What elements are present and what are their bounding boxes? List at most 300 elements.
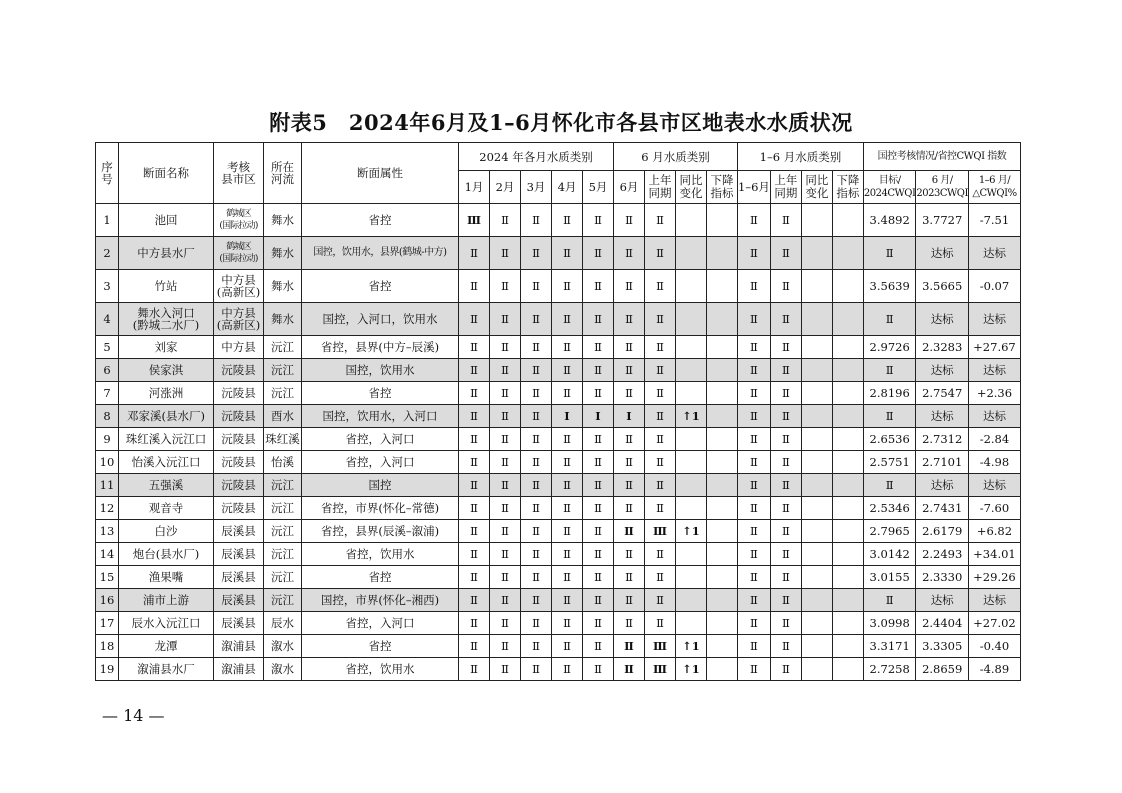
header-h1-yoy: 同比 变化 [801,171,832,204]
cell-m2: Ⅱ [490,237,521,270]
cell-h1-down [832,359,863,382]
cell-river: 沅江 [264,336,302,359]
cell-target: Ⅱ [863,589,916,612]
cell-h1-yoy [801,237,832,270]
cell-m5: Ⅱ [583,303,614,336]
cell-river: 酉水 [264,405,302,428]
cell-jun-down [707,589,738,612]
cell-jun-down [707,428,738,451]
cell-jun-yoy: ↑1 [676,635,707,658]
cell-county: 鹤城区 (国际拉动) [214,204,264,237]
cell-h1-down [832,543,863,566]
header-county-text: 考核 县市区 [221,160,256,186]
cell-h1-prev: Ⅱ [770,237,801,270]
header-june-group: 6 月水质类别 [614,143,738,171]
cell-m5: Ⅱ [583,382,614,405]
cell-jun-yoy [676,204,707,237]
cell-h1: Ⅱ [738,589,771,612]
cell-river: 沅江 [264,543,302,566]
cell-county: 沅陵县 [214,474,264,497]
cell-h1-down [832,303,863,336]
cell-seq: 10 [96,451,119,474]
cell-h1-prev: Ⅱ [770,566,801,589]
cell-target: 3.0155 [863,566,916,589]
cell-target: 2.6536 [863,428,916,451]
cell-target: Ⅱ [863,359,916,382]
cell-h1-down [832,474,863,497]
cell-attr: 省控 [302,566,459,589]
cell-county: 中方县 [214,336,264,359]
header-county [214,143,264,204]
cell-jun-yoy [676,566,707,589]
table-row [96,474,1021,497]
header-jun: 6月 [614,171,645,204]
cell-seq: 19 [96,658,119,681]
cell-jun: Ⅱ [614,303,645,336]
cell-m5: Ⅱ [583,451,614,474]
cell-cwqi: 2.4404 [916,612,969,635]
cell-county: 溆浦县 [214,658,264,681]
table-row [96,520,1021,543]
cell-m2: Ⅱ [490,635,521,658]
cell-m1: Ⅱ [459,270,490,303]
cell-h1-prev: Ⅱ [770,303,801,336]
cell-name: 白沙 [119,520,214,543]
cell-seq: 2 [96,237,119,270]
table-row [96,405,1021,428]
cell-m1: Ⅱ [459,658,490,681]
table-row [96,382,1021,405]
cell-delta: 达标 [968,237,1020,270]
cell-m4: Ⅱ [552,270,583,303]
cell-delta: -0.40 [968,635,1020,658]
cell-h1-yoy [801,303,832,336]
cell-jun: Ⅰ [614,405,645,428]
cell-h1: Ⅱ [738,566,771,589]
cell-target: 3.3171 [863,635,916,658]
cell-target: Ⅱ [863,474,916,497]
cell-jun-prev: Ⅱ [645,428,676,451]
table-row [96,566,1021,589]
table-row [96,303,1021,336]
cell-name: 河涨洲 [119,382,214,405]
cell-cwqi: 3.5665 [916,270,969,303]
cell-name: 邓家溪(县水厂) [119,405,214,428]
table-row [96,270,1021,303]
cell-h1-down [832,635,863,658]
cell-m3: Ⅱ [521,543,552,566]
cell-river: 舞水 [264,237,302,270]
cell-h1-prev: Ⅱ [770,382,801,405]
cell-h1-prev: Ⅱ [770,405,801,428]
cell-h1: Ⅱ [738,451,771,474]
cell-h1-down [832,382,863,405]
cell-attr: 省控，县界(中方–辰溪) [302,336,459,359]
cell-jun-prev: Ⅱ [645,405,676,428]
cell-jun-down [707,543,738,566]
cell-m3: Ⅱ [521,474,552,497]
cell-jun-down [707,658,738,681]
cell-target: 2.5751 [863,451,916,474]
cell-county: 中方县 (高新区) [214,303,264,336]
cell-delta: -0.07 [968,270,1020,303]
cell-cwqi: 2.3330 [916,566,969,589]
cell-delta: 达标 [968,359,1020,382]
cell-target: Ⅱ [863,237,916,270]
cell-m1: Ⅱ [459,589,490,612]
cell-m1: Ⅱ [459,612,490,635]
cell-h1-yoy [801,589,832,612]
cell-target: 2.7258 [863,658,916,681]
cell-county: 辰溪县 [214,566,264,589]
cell-jun-down [707,635,738,658]
cell-m1: Ⅱ [459,497,490,520]
cell-jun-down [707,303,738,336]
cell-h1-prev: Ⅱ [770,474,801,497]
cell-attr: 省控，饮用水 [302,543,459,566]
header-m5: 5月 [583,171,614,204]
cell-jun-yoy [676,589,707,612]
cell-jun-yoy [676,270,707,303]
cell-jun-yoy [676,303,707,336]
cell-name: 辰水入沅江口 [119,612,214,635]
cell-m4: Ⅱ [552,204,583,237]
cell-attr: 省控 [302,635,459,658]
cell-m1: Ⅲ [459,204,490,237]
cell-m4: Ⅱ [552,658,583,681]
header-river [264,143,302,204]
cell-county: 沅陵县 [214,382,264,405]
cell-m1: Ⅱ [459,566,490,589]
cell-delta: +2.36 [968,382,1020,405]
cell-m1: Ⅱ [459,237,490,270]
table-row [96,658,1021,681]
cell-cwqi: 2.7547 [916,382,969,405]
cell-h1: Ⅱ [738,382,771,405]
cell-jun-down [707,612,738,635]
cell-river: 舞水 [264,270,302,303]
cell-attr: 国控，饮用水 [302,359,459,382]
cell-m1: Ⅱ [459,474,490,497]
cell-m5: Ⅰ [583,405,614,428]
cell-jun-prev: Ⅱ [645,359,676,382]
cell-m4: Ⅱ [552,612,583,635]
cell-h1: Ⅱ [738,497,771,520]
cell-m3: Ⅱ [521,566,552,589]
table-row [96,204,1021,237]
cell-h1-down [832,428,863,451]
cell-h1-yoy [801,658,832,681]
cell-m2: Ⅱ [490,543,521,566]
cell-m2: Ⅱ [490,566,521,589]
header-seq-text: 序 号 [101,160,113,186]
header-cwqi-group: 国控考核情况/省控CWQI 指数 [863,143,1020,171]
cell-county: 辰溪县 [214,543,264,566]
header-h1: 1–6月 [738,171,771,204]
cell-h1-prev: Ⅱ [770,543,801,566]
cell-jun-prev: Ⅱ [645,451,676,474]
cell-target: 2.7965 [863,520,916,543]
header-jun-cwqi: 6 月/ 2023CWQI [916,171,969,204]
cell-jun-yoy [676,237,707,270]
cell-jun: Ⅱ [614,612,645,635]
cell-m3: Ⅱ [521,658,552,681]
cell-jun-prev: Ⅱ [645,497,676,520]
cell-m5: Ⅱ [583,520,614,543]
header-m3: 3月 [521,171,552,204]
cell-seq: 8 [96,405,119,428]
cell-river: 辰水 [264,612,302,635]
cell-seq: 15 [96,566,119,589]
cell-river: 沅江 [264,382,302,405]
cell-jun-prev: Ⅱ [645,474,676,497]
cell-county: 辰溪县 [214,612,264,635]
cell-h1-yoy [801,566,832,589]
cell-name: 渔果嘴 [119,566,214,589]
cell-jun-prev: Ⅲ [645,658,676,681]
cell-h1-down [832,658,863,681]
cell-jun: Ⅱ [614,543,645,566]
cell-jun-prev: Ⅱ [645,566,676,589]
cell-attr: 省控，入河口 [302,612,459,635]
cell-m3: Ⅱ [521,336,552,359]
cell-m3: Ⅱ [521,520,552,543]
cell-jun-down [707,405,738,428]
cell-h1-down [832,451,863,474]
cell-m5: Ⅱ [583,237,614,270]
cell-h1-yoy [801,635,832,658]
cell-h1-yoy [801,270,832,303]
cell-name: 侯家淇 [119,359,214,382]
cell-jun-down [707,336,738,359]
cell-jun: Ⅱ [614,589,645,612]
cell-jun-prev: Ⅲ [645,635,676,658]
cell-m2: Ⅱ [490,359,521,382]
cell-h1-down [832,612,863,635]
cell-m1: Ⅱ [459,336,490,359]
cell-jun-down [707,451,738,474]
cell-delta: 达标 [968,474,1020,497]
cell-h1-down [832,204,863,237]
cell-jun-prev: Ⅱ [645,589,676,612]
cell-m2: Ⅱ [490,382,521,405]
cell-river: 溆水 [264,635,302,658]
cell-h1: Ⅱ [738,543,771,566]
cell-cwqi: 达标 [916,474,969,497]
cell-m3: Ⅱ [521,359,552,382]
cell-h1: Ⅱ [738,474,771,497]
cell-h1-prev: Ⅱ [770,658,801,681]
cell-delta: +34.01 [968,543,1020,566]
cell-m4: Ⅱ [552,474,583,497]
cell-h1-prev: Ⅱ [770,204,801,237]
cell-jun-yoy [676,474,707,497]
cell-m4: Ⅱ [552,543,583,566]
cell-m2: Ⅱ [490,451,521,474]
cell-h1-prev: Ⅱ [770,428,801,451]
cell-h1-down [832,270,863,303]
cell-h1-down [832,520,863,543]
cell-h1-prev: Ⅱ [770,520,801,543]
cell-cwqi: 2.3283 [916,336,969,359]
cell-target: 2.8196 [863,382,916,405]
cell-seq: 4 [96,303,119,336]
cell-seq: 12 [96,497,119,520]
cell-target: 3.0998 [863,612,916,635]
cell-seq: 17 [96,612,119,635]
cell-river: 珠红溪 [264,428,302,451]
cell-jun: Ⅱ [614,428,645,451]
cell-name: 炮台(县水厂) [119,543,214,566]
table-row [96,589,1021,612]
cell-jun-down [707,566,738,589]
cell-m5: Ⅱ [583,566,614,589]
cell-h1-down [832,497,863,520]
cell-delta: +29.26 [968,566,1020,589]
cell-m3: Ⅱ [521,497,552,520]
cell-m2: Ⅱ [490,303,521,336]
cell-county: 鹤城区 (国际拉动) [214,237,264,270]
cell-h1-yoy [801,428,832,451]
cell-seq: 7 [96,382,119,405]
cell-river: 沅江 [264,566,302,589]
cell-attr: 国控 [302,474,459,497]
cell-m4: Ⅱ [552,635,583,658]
cell-jun-yoy [676,336,707,359]
cell-m5: Ⅱ [583,658,614,681]
cell-m4: Ⅱ [552,589,583,612]
cell-target: 3.0142 [863,543,916,566]
cell-m4: Ⅱ [552,497,583,520]
header-seq [96,143,119,204]
table-row [96,635,1021,658]
cell-m3: Ⅱ [521,589,552,612]
cell-attr: 省控，县界(辰溪–溆浦) [302,520,459,543]
cell-m2: Ⅱ [490,474,521,497]
cell-name: 池回 [119,204,214,237]
cell-h1: Ⅱ [738,428,771,451]
table-title: 附表5 2024年6月及1–6月怀化市各县市区地表水水质状况 [269,110,853,135]
cell-jun-down [707,520,738,543]
cell-m4: Ⅱ [552,428,583,451]
cell-h1-yoy [801,405,832,428]
cell-cwqi: 2.7431 [916,497,969,520]
cell-county: 中方县 (高新区) [214,270,264,303]
cell-jun-yoy [676,497,707,520]
cell-attr: 国控，饮用水，县界(鹤城-中方) [302,237,459,270]
cell-h1-down [832,566,863,589]
cell-h1-down [832,336,863,359]
cell-jun-down [707,237,738,270]
cell-river: 怡溪 [264,451,302,474]
cell-jun-prev: Ⅱ [645,303,676,336]
cell-jun-yoy [676,382,707,405]
cell-cwqi: 3.3305 [916,635,969,658]
cell-m4: Ⅱ [552,237,583,270]
header-target: 目标/ 2024CWQI [863,171,916,204]
cell-m3: Ⅱ [521,635,552,658]
cell-county: 辰溪县 [214,589,264,612]
cell-jun-prev: Ⅲ [645,520,676,543]
cell-county: 溆浦县 [214,635,264,658]
header-name: 断面名称 [119,143,214,204]
cell-target: 3.5639 [863,270,916,303]
cell-h1-prev: Ⅱ [770,497,801,520]
cell-m2: Ⅱ [490,612,521,635]
header-jun-prev: 上年 同期 [645,171,676,204]
cell-m4: Ⅱ [552,336,583,359]
cell-m4: Ⅱ [552,520,583,543]
cell-seq: 5 [96,336,119,359]
cell-target: Ⅱ [863,405,916,428]
header-m4: 4月 [552,171,583,204]
cell-m2: Ⅱ [490,497,521,520]
cell-m2: Ⅱ [490,270,521,303]
cell-delta: -2.84 [968,428,1020,451]
cell-h1-prev: Ⅱ [770,270,801,303]
cell-m5: Ⅱ [583,270,614,303]
header-m1: 1月 [459,171,490,204]
cell-m3: Ⅱ [521,428,552,451]
cell-name: 观音寺 [119,497,214,520]
cell-m2: Ⅱ [490,520,521,543]
cell-river: 沅江 [264,589,302,612]
cell-river: 沅江 [264,359,302,382]
header-h1-group: 1–6 月水质类别 [738,143,864,171]
cell-seq: 16 [96,589,119,612]
cell-m3: Ⅱ [521,405,552,428]
cell-name: 五强溪 [119,474,214,497]
cell-name: 中方县水厂 [119,237,214,270]
cell-m5: Ⅱ [583,428,614,451]
cell-m4: Ⅱ [552,359,583,382]
cell-name: 龙潭 [119,635,214,658]
cell-jun: Ⅱ [614,658,645,681]
page-number: — 14 — [102,706,165,725]
cell-m3: Ⅱ [521,451,552,474]
cell-cwqi: 2.2493 [916,543,969,566]
cell-h1-prev: Ⅱ [770,635,801,658]
header-m2: 2月 [490,171,521,204]
cell-jun: Ⅱ [614,359,645,382]
cell-seq: 3 [96,270,119,303]
cell-m1: Ⅱ [459,428,490,451]
cell-jun-down [707,497,738,520]
cell-name: 竹站 [119,270,214,303]
cell-target: 2.5346 [863,497,916,520]
cell-cwqi: 达标 [916,589,969,612]
cell-m5: Ⅱ [583,204,614,237]
cell-m3: Ⅱ [521,612,552,635]
cell-m4: Ⅱ [552,382,583,405]
cell-jun-yoy [676,543,707,566]
cell-river: 舞水 [264,204,302,237]
cell-attr: 省控，饮用水 [302,658,459,681]
cell-h1-down [832,589,863,612]
cell-seq: 13 [96,520,119,543]
cell-m5: Ⅱ [583,589,614,612]
header-jun-down: 下降 指标 [707,171,738,204]
cell-jun: Ⅱ [614,451,645,474]
cell-m4: Ⅱ [552,566,583,589]
cell-jun-prev: Ⅱ [645,612,676,635]
cell-m1: Ⅱ [459,635,490,658]
cell-river: 舞水 [264,303,302,336]
cell-seq: 1 [96,204,119,237]
cell-river: 溆水 [264,658,302,681]
cell-h1-down [832,405,863,428]
header-jun-yoy: 同比 变化 [676,171,707,204]
